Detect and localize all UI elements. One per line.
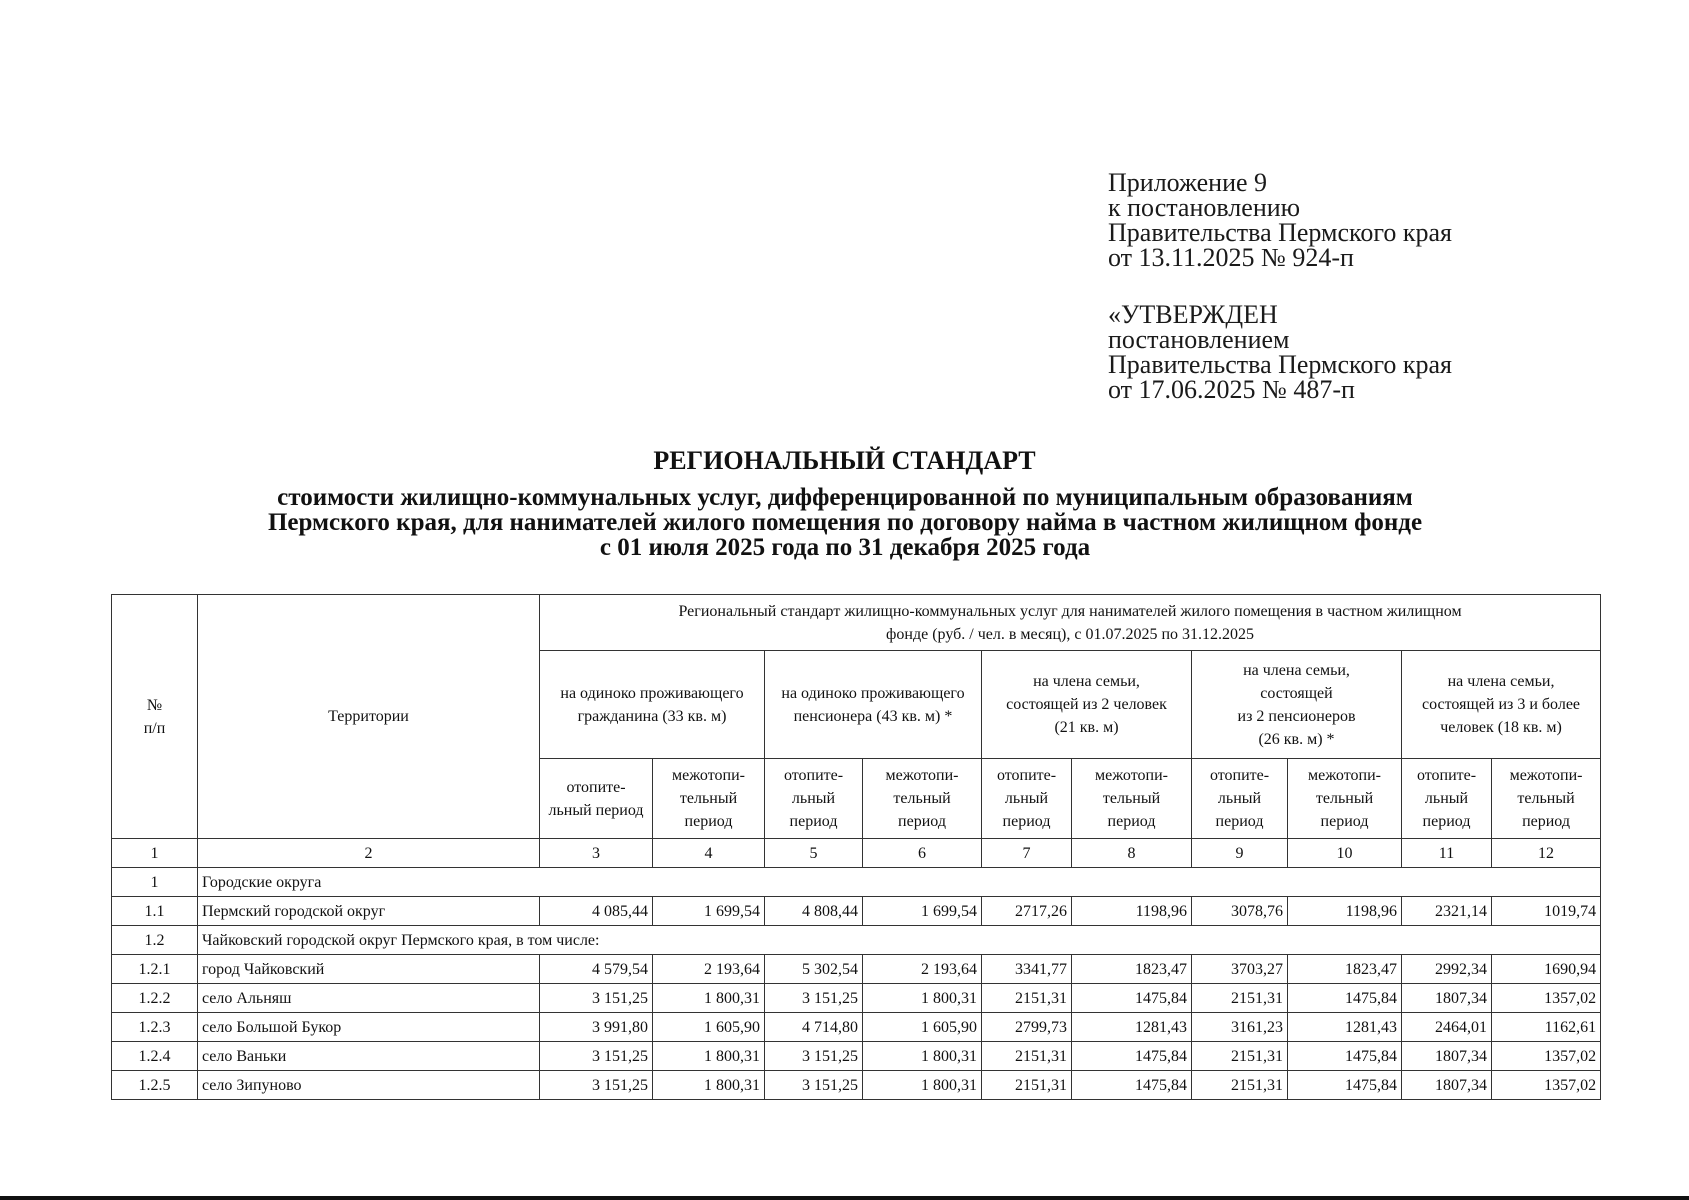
value-cell: 4 579,54	[540, 955, 653, 984]
value-cell: 2321,14	[1402, 897, 1492, 926]
column-number: 7	[982, 839, 1072, 868]
value-cell: 1 605,90	[653, 1013, 765, 1042]
row-number: 1.2.1	[112, 955, 198, 984]
value-cell: 3 991,80	[540, 1013, 653, 1042]
value-cell: 1475,84	[1288, 984, 1402, 1013]
section-row	[112, 868, 1601, 897]
row-number: 1.2.5	[112, 1071, 198, 1100]
column-number-row	[112, 839, 1601, 868]
header-nonheating-period: межотопи- тельный период	[1288, 759, 1402, 839]
table-row	[112, 1071, 1601, 1100]
row-number: 1	[112, 868, 198, 897]
header-nonheating-period: межотопи- тельный период	[1492, 759, 1601, 839]
header-nonheating-period: межотопи- тельный период	[653, 759, 765, 839]
value-cell: 1475,84	[1288, 1042, 1402, 1071]
header-category: на члена семьи, состоящей из 2 пенсионеров (26 кв. м) *	[1192, 651, 1402, 759]
value-cell: 3 151,25	[765, 1071, 863, 1100]
column-number: 8	[1072, 839, 1192, 868]
value-cell: 1 800,31	[653, 984, 765, 1013]
value-cell: 1 800,31	[863, 1042, 982, 1071]
value-cell: 2151,31	[982, 1042, 1072, 1071]
value-cell: 2799,73	[982, 1013, 1072, 1042]
territory-name: село Альняш	[198, 984, 540, 1013]
value-cell: 1807,34	[1402, 1042, 1492, 1071]
value-cell: 1281,43	[1072, 1013, 1192, 1042]
value-cell: 1 605,90	[863, 1013, 982, 1042]
row-number: 1.2	[112, 926, 198, 955]
section-row	[112, 926, 1601, 955]
column-number: 1	[112, 839, 198, 868]
header-number: № п/п	[112, 595, 198, 839]
header-nonheating-period: межотопи- тельный период	[1072, 759, 1192, 839]
territory-name: Пермский городской округ	[198, 897, 540, 926]
value-cell: 1357,02	[1492, 984, 1601, 1013]
scan-border	[0, 1196, 1689, 1200]
value-cell: 1 800,31	[863, 984, 982, 1013]
value-cell: 2464,01	[1402, 1013, 1492, 1042]
value-cell: 3 151,25	[540, 984, 653, 1013]
row-number: 1.1	[112, 897, 198, 926]
column-number: 3	[540, 839, 653, 868]
header-category: на члена семьи, состоящей из 2 человек (21 кв. м)	[982, 651, 1192, 759]
header-heating-period: отопите- льный период	[540, 759, 653, 839]
approved-line: постановлением	[1108, 325, 1290, 354]
table-row	[112, 1013, 1601, 1042]
value-cell: 1 699,54	[863, 897, 982, 926]
regional-standard-table	[111, 594, 1601, 1100]
value-cell: 2151,31	[1192, 1042, 1288, 1071]
appendix-header	[1108, 170, 1452, 402]
value-cell: 4 714,80	[765, 1013, 863, 1042]
column-number: 6	[863, 839, 982, 868]
value-cell: 1 699,54	[653, 897, 765, 926]
value-cell: 1357,02	[1492, 1071, 1601, 1100]
header-territory: Территории	[198, 595, 540, 839]
value-cell: 1 800,31	[863, 1071, 982, 1100]
value-cell: 1 800,31	[653, 1042, 765, 1071]
header-category: на одиноко проживающего гражданина (33 кв. м)	[540, 651, 765, 759]
value-cell: 3 151,25	[540, 1042, 653, 1071]
territory-name: Городские округа	[198, 868, 1601, 897]
header-group: Региональный стандарт жилищно-коммунальных услуг для нанимателей жилого помещения в частном жилищном фонде (руб. / чел. в месяц), с 01.07.2025 по 31.12.2025	[540, 595, 1601, 651]
column-number: 5	[765, 839, 863, 868]
column-number: 2	[198, 839, 540, 868]
table-row	[112, 955, 1601, 984]
territory-name: село Ваньки	[198, 1042, 540, 1071]
value-cell: 5 302,54	[765, 955, 863, 984]
table-row	[112, 984, 1601, 1013]
value-cell: 2151,31	[982, 1071, 1072, 1100]
value-cell: 1823,47	[1288, 955, 1402, 984]
value-cell: 2151,31	[1192, 984, 1288, 1013]
column-number: 12	[1492, 839, 1601, 868]
header-category: на члена семьи, состоящей из 3 и более человек (18 кв. м)	[1402, 651, 1601, 759]
approved-line: Правительства Пермского края	[1108, 350, 1452, 379]
subtitle-line: с 01 июля 2025 года по 31 декабря 2025 года	[599, 534, 1091, 561]
appendix-line: Правительства Пермского края	[1108, 218, 1452, 247]
column-number: 4	[653, 839, 765, 868]
appendix-line: к постановлению	[1108, 193, 1301, 222]
value-cell: 4 085,44	[540, 897, 653, 926]
value-cell: 3703,27	[1192, 955, 1288, 984]
header-nonheating-period: межотопи- тельный период	[863, 759, 982, 839]
value-cell: 1823,47	[1072, 955, 1192, 984]
value-cell: 2151,31	[982, 984, 1072, 1013]
value-cell: 1 800,31	[653, 1071, 765, 1100]
value-cell: 3 151,25	[765, 984, 863, 1013]
value-cell: 3161,23	[1192, 1013, 1288, 1042]
approved-line: «УТВЕРЖДЕН	[1108, 300, 1278, 329]
value-cell: 3 151,25	[765, 1042, 863, 1071]
value-cell: 1807,34	[1402, 1071, 1492, 1100]
value-cell: 1198,96	[1288, 897, 1402, 926]
approved-line: от 17.06.2025 № 487-п	[1108, 375, 1355, 404]
value-cell: 2 193,64	[653, 955, 765, 984]
value-cell: 1475,84	[1072, 1042, 1192, 1071]
value-cell: 1357,02	[1492, 1042, 1601, 1071]
value-cell: 2992,34	[1402, 955, 1492, 984]
table-row	[112, 897, 1601, 926]
row-number: 1.2.3	[112, 1013, 198, 1042]
subtitle-line: Пермского края, для нанимателей жилого помещения по договору найма в частном жилищном фонде	[267, 509, 1423, 536]
value-cell: 2717,26	[982, 897, 1072, 926]
subtitle-line: стоимости жилищно-коммунальных услуг, дифференцированной по муниципальным образованиям	[277, 484, 1413, 511]
value-cell: 3341,77	[982, 955, 1072, 984]
header-heating-period: отопите- льный период	[1402, 759, 1492, 839]
table-row	[112, 1042, 1601, 1071]
territory-name: село Зипуново	[198, 1071, 540, 1100]
territory-name: город Чайковский	[198, 955, 540, 984]
row-number: 1.2.4	[112, 1042, 198, 1071]
header-heating-period: отопите- льный период	[765, 759, 863, 839]
territory-name: село Большой Букор	[198, 1013, 540, 1042]
value-cell: 1690,94	[1492, 955, 1601, 984]
value-cell: 1807,34	[1402, 984, 1492, 1013]
row-number: 1.2.2	[112, 984, 198, 1013]
territory-name: Чайковский городской округ Пермского края, в том числе:	[198, 926, 1601, 955]
value-cell: 2151,31	[1192, 1071, 1288, 1100]
column-number: 9	[1192, 839, 1288, 868]
column-number: 10	[1288, 839, 1402, 868]
value-cell: 1198,96	[1072, 897, 1192, 926]
value-cell: 1281,43	[1288, 1013, 1402, 1042]
header-heating-period: отопите- льный период	[982, 759, 1072, 839]
value-cell: 4 808,44	[765, 897, 863, 926]
header-heating-period: отопите- льный период	[1192, 759, 1288, 839]
appendix-line: Приложение 9	[1108, 168, 1268, 197]
value-cell: 3 151,25	[540, 1071, 653, 1100]
document-title: РЕГИОНАЛЬНЫЙ СТАНДАРТ	[653, 446, 1036, 475]
column-number: 11	[1402, 839, 1492, 868]
value-cell: 1162,61	[1492, 1013, 1601, 1042]
table-body	[112, 868, 1601, 1100]
value-cell: 2 193,64	[863, 955, 982, 984]
value-cell: 1475,84	[1288, 1071, 1402, 1100]
value-cell: 1475,84	[1072, 984, 1192, 1013]
appendix-line: от 13.11.2025 № 924-п	[1108, 243, 1354, 272]
value-cell: 1019,74	[1492, 897, 1601, 926]
value-cell: 3078,76	[1192, 897, 1288, 926]
value-cell: 1475,84	[1072, 1071, 1192, 1100]
header-category: на одиноко проживающего пенсионера (43 кв. м) *	[765, 651, 982, 759]
document-subtitle	[190, 485, 1500, 560]
